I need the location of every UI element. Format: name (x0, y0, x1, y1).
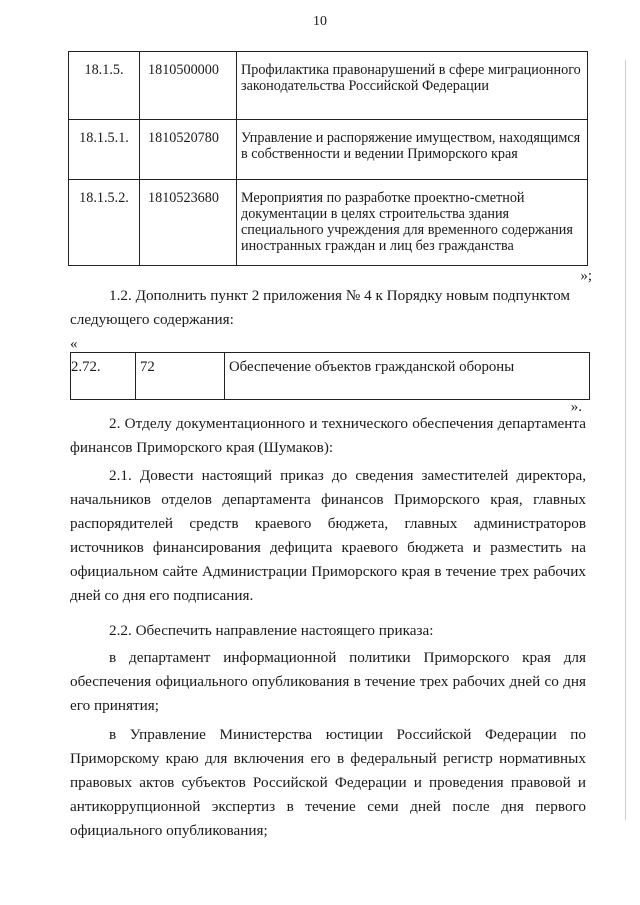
table-row (69, 52, 588, 120)
row-name: Управление и распоряжение имуществом, находящимся в собственности и ведении Приморского края (237, 120, 588, 180)
table-row (69, 120, 588, 180)
row-name: Мероприятия по разработке проектно-сметной документации в целях строительства здания специального учреждения для временного содержания иностранных граждан и лиц без гражданства (237, 180, 588, 266)
scan-edge-line (625, 60, 626, 820)
table-row (71, 353, 590, 400)
paragraph-2-1: 2.1. Довести настоящий приказ до сведения заместителей директора, начальников отделов департамента финансов Приморского края, главных распорядителей средств краевого бюджета, главных администраторов источников финансирования дефицита краевого бюджета и разместить на официальном сайте Администрации Приморского края в течение трех рабочих дней со дня его подписания. (70, 467, 586, 604)
row-code: 1810523680 (140, 180, 237, 266)
table-row (69, 180, 588, 266)
paragraph-justice: в Управление Министерства юстиции Российской Федерации по Приморскому краю для включения его в федеральный регистр нормативных правовых актов субъектов Российской Федерации и проведения правовой и антикоррупционной экспертиз в течение семи дней после дня первого официального опубликования; (70, 726, 586, 839)
row-number: 18.1.5.2. (69, 180, 140, 266)
row-name: Профилактика правонарушений в сфере миграционного законодательства Российской Федерации (237, 52, 588, 120)
paragraph-2: 2. Отделу документационного и технического обеспечения департамента финансов Приморского края (Шумаков): (70, 415, 586, 456)
opening-quote: « (70, 336, 78, 352)
paragraph-2-2: 2.2. Обеспечить направление настоящего приказа: (109, 622, 434, 639)
subitem-code: 72 (136, 353, 225, 400)
row-number: 18.1.5.1. (69, 120, 140, 180)
page-number: 10 (313, 14, 327, 29)
row-number: 18.1.5. (69, 52, 140, 120)
paragraph-info-policy: в департамент информационной политики Приморского края для обеспечения официального опубликования в течение трех рабочих дней со дня его принятия; (70, 649, 586, 714)
paragraph-1-2: 1.2. Дополнить пункт 2 приложения № 4 к Порядку новым подпунктом следующего содержания: (70, 287, 570, 328)
row-code: 1810520780 (140, 120, 237, 180)
budget-codes-table (68, 51, 588, 266)
subitem-name: Обеспечение объектов гражданской обороны (225, 353, 590, 400)
closing-quote: »; (580, 268, 592, 284)
row-code: 1810500000 (140, 52, 237, 120)
subitem-number: 2.72. (71, 353, 136, 400)
closing-quote: ». (570, 399, 582, 415)
subitem-table (70, 352, 590, 400)
